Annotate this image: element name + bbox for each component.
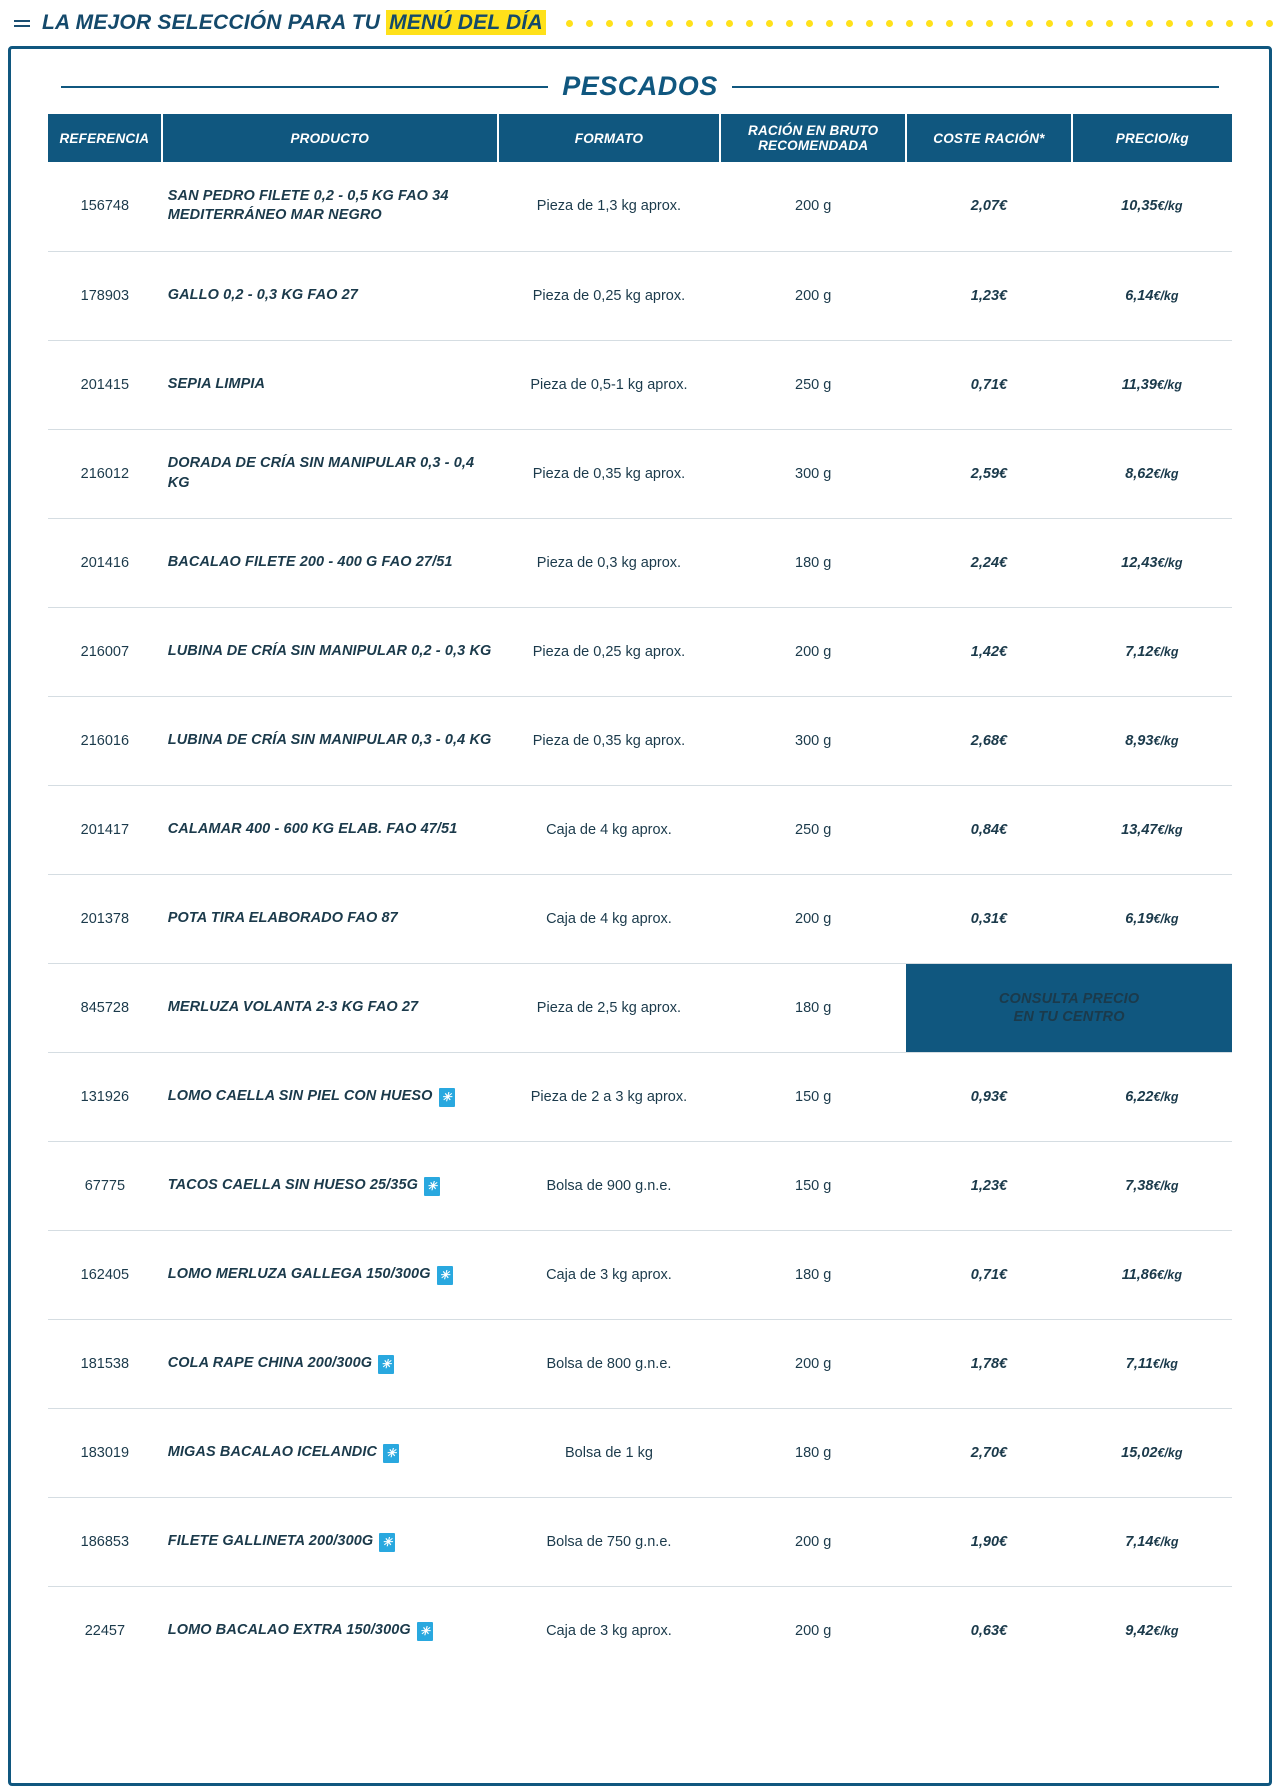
cell-coste-racion: 1,23€ <box>906 251 1071 340</box>
decorative-dot <box>746 20 753 27</box>
decorative-dot <box>866 20 873 27</box>
table-row[interactable] <box>48 1408 1232 1497</box>
cell-precio-kg <box>1072 874 1232 963</box>
column-header-formato: FORMATO <box>498 114 720 162</box>
decorative-dot <box>706 20 713 27</box>
page-title-main: LA MEJOR SELECCIÓN PARA TU <box>42 11 387 34</box>
cell-producto <box>162 963 498 1052</box>
decorative-dot <box>1166 20 1173 27</box>
snowflake-icon: ✳ <box>378 1355 394 1374</box>
decorative-dot <box>1246 20 1253 27</box>
precio-unit: €/kg <box>1156 1267 1182 1282</box>
decorative-dot <box>766 20 773 27</box>
cell-referencia: 216016 <box>48 696 162 785</box>
consulta-line2: EN TU CENTRO <box>1013 1008 1125 1025</box>
cell-referencia: 216007 <box>48 607 162 696</box>
table-row[interactable] <box>48 874 1232 963</box>
top-header-bar <box>0 0 1280 46</box>
decorative-dot <box>686 20 693 27</box>
cell-coste-racion: 1,42€ <box>906 607 1071 696</box>
precio-value: 6,19 <box>1125 910 1154 927</box>
cell-formato: Caja de 3 kg aprox. <box>498 1230 720 1319</box>
product-name: FILETE GALLINETA 200/300G <box>167 1532 374 1549</box>
cell-racion: 250 g <box>720 785 906 874</box>
cell-racion: 180 g <box>720 1230 906 1319</box>
cell-producto <box>162 518 498 607</box>
cell-racion: 180 g <box>720 1408 906 1497</box>
decorative-dot <box>1046 20 1053 27</box>
cell-formato: Bolsa de 900 g.n.e. <box>498 1141 720 1230</box>
cell-producto <box>162 785 498 874</box>
decorative-dot <box>846 20 853 27</box>
cell-formato: Bolsa de 800 g.n.e. <box>498 1319 720 1408</box>
cell-referencia: 201378 <box>48 874 162 963</box>
decorative-dot <box>1086 20 1093 27</box>
cell-precio-kg <box>1072 607 1232 696</box>
precio-unit: €/kg <box>1157 555 1183 570</box>
precio-value: 9,42 <box>1125 1622 1154 1639</box>
cell-producto <box>162 607 498 696</box>
product-name: BACALAO FILETE 200 - 400 G FAO 27/51 <box>167 553 453 570</box>
cell-producto <box>162 1052 498 1141</box>
cell-formato: Caja de 4 kg aprox. <box>498 874 720 963</box>
table-row[interactable] <box>48 1586 1232 1675</box>
decorative-dot <box>1126 20 1133 27</box>
cell-precio-kg <box>1072 785 1232 874</box>
decorative-dot <box>946 20 953 27</box>
cell-formato: Pieza de 0,25 kg aprox. <box>498 607 720 696</box>
cell-referencia: 162405 <box>48 1230 162 1319</box>
cell-coste-racion: 0,31€ <box>906 874 1071 963</box>
cell-formato: Pieza de 2 a 3 kg aprox. <box>498 1052 720 1141</box>
hamburger-line <box>14 25 30 27</box>
product-name: TACOS CAELLA SIN HUESO 25/35G <box>167 1176 418 1193</box>
decorative-dot <box>966 20 973 27</box>
decorative-dot-strip <box>566 20 1280 27</box>
cell-racion: 200 g <box>720 874 906 963</box>
precio-value: 7,38 <box>1125 1177 1154 1194</box>
cell-precio-kg <box>1072 1319 1232 1408</box>
cell-producto <box>162 340 498 429</box>
decorative-dot <box>606 20 613 27</box>
cell-racion: 300 g <box>720 429 906 518</box>
cell-producto <box>162 1319 498 1408</box>
decorative-dot <box>1106 20 1113 27</box>
product-name: LUBINA DE CRÍA SIN MANIPULAR 0,2 - 0,3 KG <box>167 642 492 659</box>
column-header-racion-line1: RACIÓN EN BRUTO <box>748 123 879 138</box>
precio-value: 6,22 <box>1125 1088 1154 1105</box>
decorative-dot <box>626 20 633 27</box>
cell-precio-kg <box>1072 1586 1232 1675</box>
column-header-racion <box>720 114 906 162</box>
cell-precio-kg <box>1072 340 1232 429</box>
section-rule-right <box>732 86 1219 88</box>
cell-racion: 250 g <box>720 340 906 429</box>
page-title <box>42 11 546 35</box>
decorative-dot <box>646 20 653 27</box>
column-header-racion-line2: RECOMENDADA <box>758 138 869 154</box>
cell-coste-racion: 2,07€ <box>906 162 1071 251</box>
cell-coste-racion: 0,71€ <box>906 340 1071 429</box>
cell-racion: 200 g <box>720 1319 906 1408</box>
cell-precio-kg <box>1072 1408 1232 1497</box>
decorative-dot <box>1186 20 1193 27</box>
cell-referencia: 186853 <box>48 1497 162 1586</box>
decorative-dot <box>1026 20 1033 27</box>
precio-unit: €/kg <box>1153 466 1179 481</box>
snowflake-icon: ✳ <box>424 1177 440 1196</box>
table-row[interactable] <box>48 518 1232 607</box>
precio-unit: €/kg <box>1153 911 1179 926</box>
cell-referencia: 181538 <box>48 1319 162 1408</box>
cell-precio-kg <box>1072 518 1232 607</box>
cell-referencia: 216012 <box>48 429 162 518</box>
precio-value: 15,02 <box>1121 1444 1158 1461</box>
cell-producto <box>162 251 498 340</box>
table-row[interactable] <box>48 607 1232 696</box>
section-title: PESCADOS <box>562 71 718 101</box>
precio-unit: €/kg <box>1157 822 1183 837</box>
cell-precio-kg <box>1072 1141 1232 1230</box>
precio-value: 10,35 <box>1121 198 1158 215</box>
table-row[interactable] <box>48 1230 1232 1319</box>
cell-coste-racion: 0,93€ <box>906 1052 1071 1141</box>
decorative-dot <box>986 20 993 27</box>
column-header-producto: PRODUCTO <box>162 114 498 162</box>
cell-formato: Pieza de 0,35 kg aprox. <box>498 696 720 785</box>
snowflake-icon: ✳ <box>383 1444 399 1463</box>
table-row[interactable] <box>48 696 1232 785</box>
precio-unit: €/kg <box>1156 377 1182 392</box>
cell-racion: 200 g <box>720 1497 906 1586</box>
cell-formato: Bolsa de 1 kg <box>498 1408 720 1497</box>
precio-unit: €/kg <box>1153 1623 1179 1638</box>
precio-value: 12,43 <box>1121 554 1158 571</box>
cell-producto <box>162 1141 498 1230</box>
product-name: POTA TIRA ELABORADO FAO 87 <box>167 909 398 926</box>
page-title-highlight: MENÚ DEL DÍA <box>386 10 546 35</box>
cell-coste-racion: 1,90€ <box>906 1497 1071 1586</box>
decorative-dot <box>1266 20 1273 27</box>
precio-value: 11,39 <box>1121 376 1157 393</box>
cell-coste-racion: 2,24€ <box>906 518 1071 607</box>
products-table <box>48 114 1232 1675</box>
precio-value: 7,14 <box>1125 1533 1154 1550</box>
decorative-dot <box>1146 20 1153 27</box>
decorative-dot <box>886 20 893 27</box>
cell-producto <box>162 696 498 785</box>
cell-referencia: 183019 <box>48 1408 162 1497</box>
product-name: GALLO 0,2 - 0,3 KG FAO 27 <box>167 286 358 303</box>
precio-value: 8,62 <box>1125 465 1154 482</box>
cell-precio-kg <box>1072 1230 1232 1319</box>
table-row[interactable] <box>48 162 1232 251</box>
cell-referencia: 178903 <box>48 251 162 340</box>
table-header <box>48 114 1232 162</box>
cell-formato: Caja de 4 kg aprox. <box>498 785 720 874</box>
decorative-dot <box>806 20 813 27</box>
cell-formato: Pieza de 0,35 kg aprox. <box>498 429 720 518</box>
product-name: MIGAS BACALAO ICELANDIC <box>167 1443 378 1460</box>
cell-precio-kg <box>1072 1497 1232 1586</box>
cell-formato: Bolsa de 750 g.n.e. <box>498 1497 720 1586</box>
cell-formato: Pieza de 0,5-1 kg aprox. <box>498 340 720 429</box>
cell-producto <box>162 429 498 518</box>
product-name: CALAMAR 400 - 600 KG ELAB. FAO 47/51 <box>167 820 458 837</box>
product-name: MERLUZA VOLANTA 2-3 KG FAO 27 <box>167 998 419 1015</box>
precio-value: 8,93 <box>1125 732 1154 749</box>
cell-coste-racion: 1,78€ <box>906 1319 1071 1408</box>
column-header-precio: PRECIO/kg <box>1072 114 1232 162</box>
cell-racion: 180 g <box>720 963 906 1052</box>
cell-producto <box>162 1408 498 1497</box>
decorative-dot <box>786 20 793 27</box>
precio-value: 7,12 <box>1125 643 1154 660</box>
decorative-dot <box>1206 20 1213 27</box>
cell-precio-kg <box>1072 251 1232 340</box>
precio-unit: €/kg <box>1152 1356 1178 1371</box>
cell-formato: Pieza de 0,3 kg aprox. <box>498 518 720 607</box>
cell-coste-racion: 2,59€ <box>906 429 1071 518</box>
product-name: SEPIA LIMPIA <box>167 375 266 392</box>
cell-racion: 200 g <box>720 607 906 696</box>
table-row[interactable] <box>48 963 1232 1052</box>
section-header <box>11 49 1269 114</box>
decorative-dot <box>726 20 733 27</box>
precio-unit: €/kg <box>1153 733 1179 748</box>
cell-racion: 150 g <box>720 1052 906 1141</box>
cell-racion: 150 g <box>720 1141 906 1230</box>
product-name: COLA RAPE CHINA 200/300G <box>167 1354 373 1371</box>
cell-precio-kg <box>1072 1052 1232 1141</box>
cell-racion: 200 g <box>720 251 906 340</box>
precio-unit: €/kg <box>1153 1534 1179 1549</box>
product-name: LOMO BACALAO EXTRA 150/300G <box>167 1622 411 1639</box>
cell-referencia: 22457 <box>84 1622 126 1639</box>
table-header-row <box>48 114 1232 162</box>
cell-referencia: 201415 <box>48 340 162 429</box>
decorative-dot <box>1066 20 1073 27</box>
precio-value: 11,86 <box>1121 1266 1157 1283</box>
consulta-precio-banner <box>906 963 1232 1052</box>
cell-referencia: 845728 <box>48 963 162 1052</box>
product-name: DORADA DE CRÍA SIN MANIPULAR 0,3 - 0,4 KG <box>167 455 475 491</box>
cell-racion: 300 g <box>720 696 906 785</box>
precio-unit: €/kg <box>1157 199 1183 214</box>
cell-producto <box>162 1497 498 1586</box>
hamburger-icon[interactable] <box>14 20 30 27</box>
decorative-dot <box>926 20 933 27</box>
cell-producto <box>162 874 498 963</box>
cell-coste-racion: 1,23€ <box>906 1141 1071 1230</box>
cell-producto <box>162 1230 498 1319</box>
decorative-dot <box>1226 20 1233 27</box>
table-row[interactable] <box>48 1497 1232 1586</box>
cell-referencia: 131926 <box>48 1052 162 1141</box>
product-name: LOMO MERLUZA GALLEGA 150/300G <box>167 1265 431 1282</box>
column-header-referencia: REFERENCIA <box>48 114 162 162</box>
precio-unit: €/kg <box>1157 1445 1183 1460</box>
product-name: SAN PEDRO FILETE 0,2 - 0,5 KG FAO 34 MEDITERRÁNEO MAR NEGRO <box>167 187 449 224</box>
cell-formato: Pieza de 0,25 kg aprox. <box>498 251 720 340</box>
cell-precio-kg <box>1072 696 1232 785</box>
table-body <box>48 162 1232 1675</box>
cell-racion: 180 g <box>720 518 906 607</box>
decorative-dot <box>906 20 913 27</box>
product-name: LOMO CAELLA SIN PIEL CON HUESO <box>167 1087 433 1104</box>
table-row[interactable] <box>48 340 1232 429</box>
cell-racion: 200 g <box>795 1622 832 1639</box>
cell-coste-racion: 0,84€ <box>906 785 1071 874</box>
decorative-dot <box>586 20 593 27</box>
decorative-dot <box>826 20 833 27</box>
table-row[interactable] <box>48 1141 1232 1230</box>
consulta-line1: CONSULTA PRECIO <box>998 990 1140 1007</box>
cell-precio-kg <box>1072 429 1232 518</box>
document-page <box>8 46 1272 1786</box>
column-header-coste: COSTE RACIÓN* <box>906 114 1071 162</box>
table-row[interactable] <box>48 429 1232 518</box>
precio-unit: €/kg <box>1153 288 1179 303</box>
decorative-dot <box>666 20 673 27</box>
decorative-dot <box>566 20 573 27</box>
cell-producto <box>162 1586 498 1675</box>
product-name: LUBINA DE CRÍA SIN MANIPULAR 0,3 - 0,4 KG <box>167 731 492 748</box>
snowflake-icon: ✳ <box>439 1088 455 1107</box>
cell-referencia: 201417 <box>48 785 162 874</box>
cell-formato: Pieza de 1,3 kg aprox. <box>498 162 720 251</box>
precio-value: 13,47 <box>1121 821 1158 838</box>
cell-formato: Pieza de 2,5 kg aprox. <box>498 963 720 1052</box>
cell-coste-racion: 0,71€ <box>906 1230 1071 1319</box>
table-row[interactable] <box>48 785 1232 874</box>
table-row[interactable] <box>48 1319 1232 1408</box>
cell-coste-racion: 0,63€ <box>970 1622 1008 1639</box>
snowflake-icon: ✳ <box>417 1622 433 1641</box>
table-row[interactable] <box>48 251 1232 340</box>
section-rule-left <box>61 86 548 88</box>
cell-referencia: 201416 <box>48 518 162 607</box>
precio-unit: €/kg <box>1153 1089 1179 1104</box>
cell-referencia: 156748 <box>48 162 162 251</box>
precio-value: 7,11 <box>1125 1355 1153 1372</box>
cell-coste-racion: 2,70€ <box>906 1408 1071 1497</box>
cell-producto <box>162 162 498 251</box>
precio-unit: €/kg <box>1153 1178 1179 1193</box>
precio-unit: €/kg <box>1153 644 1179 659</box>
hamburger-line <box>14 20 30 22</box>
precio-value: 6,14 <box>1125 287 1154 304</box>
snowflake-icon: ✳ <box>379 1533 395 1552</box>
cell-formato: Caja de 3 kg aprox. <box>546 1622 672 1639</box>
cell-referencia: 67775 <box>48 1141 162 1230</box>
cell-precio-kg <box>1072 162 1232 251</box>
snowflake-icon: ✳ <box>437 1266 453 1285</box>
cell-racion: 200 g <box>720 162 906 251</box>
cell-coste-racion: 2,68€ <box>906 696 1071 785</box>
decorative-dot <box>1006 20 1013 27</box>
table-row[interactable] <box>48 1052 1232 1141</box>
